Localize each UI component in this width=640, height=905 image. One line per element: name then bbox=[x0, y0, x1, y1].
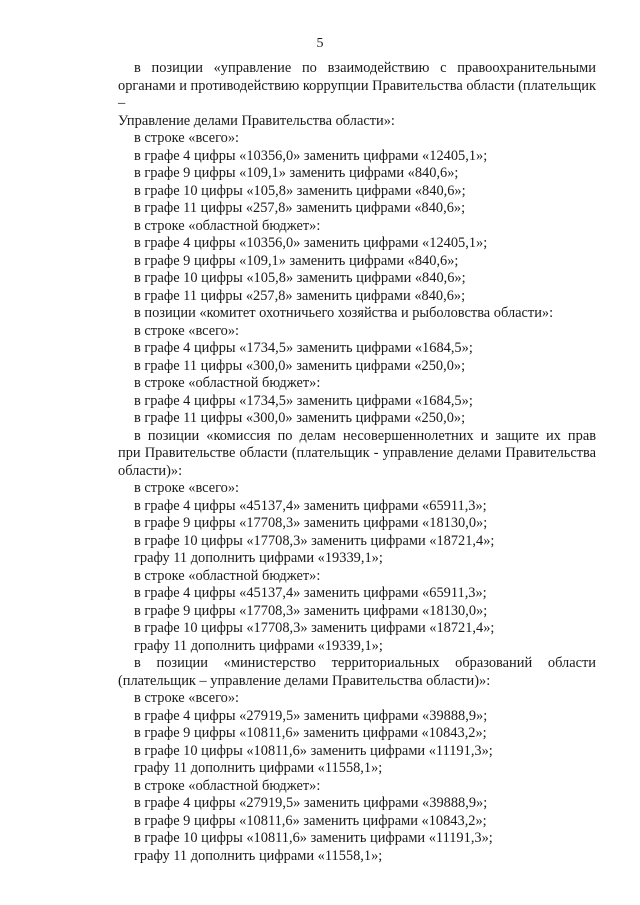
text-line: графу 11 дополнить цифрами «19339,1»; bbox=[134, 550, 383, 566]
text-line: в графе 11 цифры «257,8» заменить цифрами «840,6»; bbox=[134, 200, 466, 216]
text-line: в строке «областной бюджет»: bbox=[134, 375, 321, 391]
text-line: в графе 9 цифры «10811,6» заменить цифрами «10843,2»; bbox=[134, 812, 487, 829]
text-line: в строке «всего»: bbox=[134, 322, 240, 339]
text-line: Управление делами Правительства области»: bbox=[118, 112, 395, 129]
text-line: в графе 4 цифры «10356,0» заменить цифрами «12405,1»; bbox=[134, 235, 488, 251]
text-line: в графе 4 цифры «1734,5» заменить цифрами «1684,5»; bbox=[134, 392, 473, 409]
text-line: в графе 10 цифры «10811,6» заменить цифрами «11191,3»; bbox=[134, 830, 493, 846]
text-line: в строке «всего»: bbox=[134, 690, 240, 706]
text-line: в строке «областной бюджет»: bbox=[134, 567, 321, 584]
text-line: в графе 4 цифры «45137,4» заменить цифрами «65911,3»; bbox=[134, 585, 487, 601]
text-line: в графе 9 цифры «17708,3» заменить цифрами «18130,0»; bbox=[134, 515, 488, 531]
text-line: в графе 4 цифры «1734,5» заменить цифрами «1684,5»; bbox=[134, 340, 473, 356]
text-line: в графе 9 цифры «10811,6» заменить цифрами «10843,2»; bbox=[134, 725, 487, 741]
text-line: в позиции «управление по взаимодействию с правоохранительными bbox=[134, 60, 596, 76]
text-line: в графе 4 цифры «45137,4» заменить цифрами «65911,3»; bbox=[134, 497, 487, 514]
text-line: в графе 10 цифры «17708,3» заменить цифрами «18721,4»; bbox=[134, 532, 495, 549]
text-line: в графе 11 цифры «257,8» заменить цифрами «840,6»; bbox=[134, 287, 466, 304]
text-line: в графе 4 цифры «27919,5» заменить цифрами «39888,9»; bbox=[134, 795, 488, 811]
text-line: в строке «всего»: bbox=[134, 480, 240, 496]
text-line: в строке «областной бюджет»: bbox=[134, 217, 321, 234]
text-line: в графе 9 цифры «17708,3» заменить цифрами «18130,0»; bbox=[134, 602, 488, 619]
text-line: в графе 9 цифры «109,1» заменить цифрами «840,6»; bbox=[134, 252, 459, 269]
text-line: графу 11 дополнить цифрами «11558,1»; bbox=[134, 847, 383, 864]
text-line: в графе 10 цифры «10811,6» заменить цифрами «11191,3»; bbox=[134, 742, 493, 759]
document-body bbox=[118, 60, 596, 865]
text-line: в графе 10 цифры «17708,3» заменить цифрами «18721,4»; bbox=[134, 620, 495, 636]
text-line: в строке «всего»: bbox=[134, 130, 240, 146]
text-line: при Правительстве области (плательщик - управление делами Правительства bbox=[118, 445, 596, 461]
text-line: графу 11 дополнить цифрами «11558,1»; bbox=[134, 760, 383, 776]
page-number: 5 bbox=[316, 36, 324, 51]
text-line: в позиции «министерство территориальных образований области bbox=[134, 655, 596, 671]
text-line: в графе 4 цифры «10356,0» заменить цифрами «12405,1»; bbox=[134, 147, 488, 164]
text-line: в позиции «комиссия по делам несовершеннолетних и защите их прав bbox=[134, 427, 596, 444]
text-line: в графе 4 цифры «27919,5» заменить цифрами «39888,9»; bbox=[134, 707, 488, 724]
text-line: в графе 11 цифры «300,0» заменить цифрами «250,0»; bbox=[134, 357, 466, 374]
text-line: в графе 11 цифры «300,0» заменить цифрами «250,0»; bbox=[134, 410, 466, 426]
text-line: органами и противодействию коррупции Правительства области (плательщик – bbox=[118, 77, 596, 111]
text-line: (плательщик – управление делами Правительства области)»: bbox=[118, 672, 491, 689]
text-line: области)»: bbox=[118, 462, 183, 479]
text-line: в позиции «комитет охотничьего хозяйства и рыболовства области»: bbox=[134, 305, 554, 321]
text-line: в графе 10 цифры «105,8» заменить цифрами «840,6»; bbox=[134, 182, 466, 199]
text-line: графу 11 дополнить цифрами «19339,1»; bbox=[134, 637, 383, 654]
text-line: в строке «областной бюджет»: bbox=[134, 777, 321, 794]
text-line: в графе 9 цифры «109,1» заменить цифрами «840,6»; bbox=[134, 165, 459, 181]
text-line: в графе 10 цифры «105,8» заменить цифрами «840,6»; bbox=[134, 270, 466, 286]
